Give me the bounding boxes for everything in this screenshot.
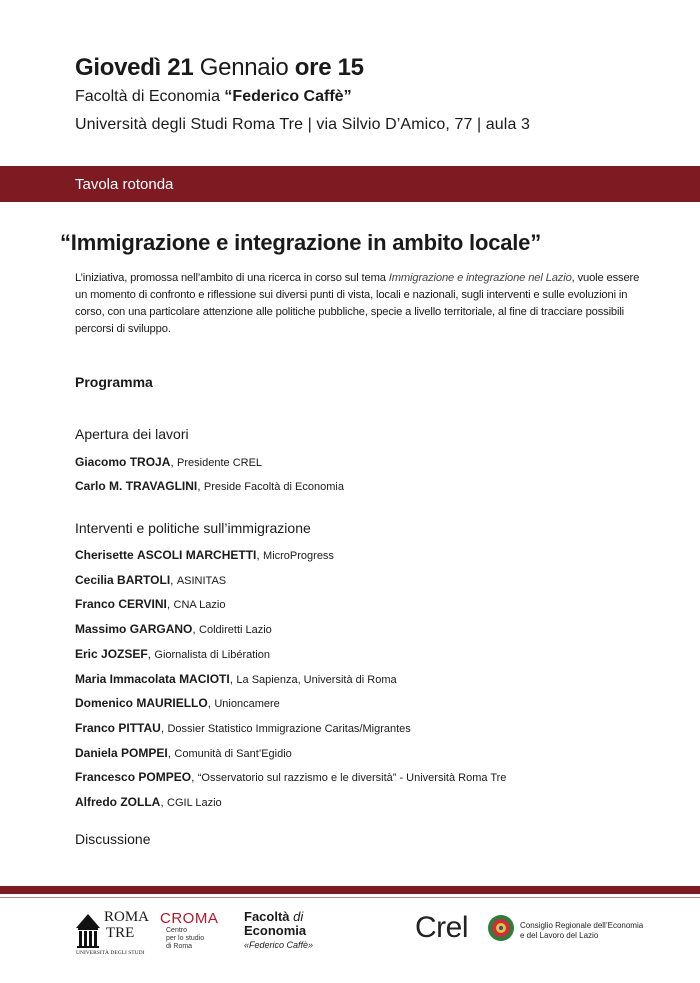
event-day-number: 21 xyxy=(167,54,194,81)
speaker-row: Franco CERVINI, CNA Lazio xyxy=(75,597,226,612)
event-date xyxy=(75,54,364,82)
facolta-line3: «Federico Caffè» xyxy=(244,940,314,950)
speaker-last: GARGANO xyxy=(129,622,193,637)
croma-sub xyxy=(166,927,230,951)
speaker-last: POMPEI xyxy=(121,745,168,760)
speaker-role: Unioncamere xyxy=(214,698,280,711)
speaker-role: CGIL Lazio xyxy=(167,797,222,809)
speaker-first: Franco xyxy=(75,597,116,612)
footer-rule-thin xyxy=(0,897,700,898)
intro-part2: , vuole essere un momento di confronto e riflessione sui diversi punti di vista, locali e nazionali, sugli interventi e sulle evoluzioni in corso, con una particolare attenzione alle politiche pubbliche, specie a livello territoriale, al fine di tracciare possibili percorsi di sviluppo. xyxy=(75,272,640,335)
speaker-row: Carlo M. TRAVAGLINI, Preside Facoltà di Economia xyxy=(75,479,344,493)
speaker-row: Giacomo TROJA, Presidente CREL xyxy=(75,455,263,469)
speaker-last: CERVINI xyxy=(118,597,167,612)
faculty-name: “Federico Caffè” xyxy=(224,88,352,105)
speaker-last: ZOLLA xyxy=(120,795,161,809)
croma-name: CROMA xyxy=(160,910,219,927)
speaker-first: Cherisette xyxy=(75,548,134,562)
croma-sub2: per lo studio xyxy=(166,935,205,942)
speaker-role: Comunità di Sant’Egidio xyxy=(174,747,292,760)
university-address: Università degli Studi Roma Tre | via Silvio D’Amico, 77 | aula 3 xyxy=(75,116,530,133)
speaker-last: PITTAU xyxy=(118,720,161,735)
event-time: ore 15 xyxy=(294,54,364,81)
roma-tre-line1: ROMA xyxy=(104,909,150,925)
speaker-role: “Osservatorio sul razzismo e le diversità” - Università Roma Tre xyxy=(197,772,507,785)
crel-sub1: Consiglio Regionale dell’Economia xyxy=(520,921,644,930)
speaker-role: MicroProgress xyxy=(263,550,334,562)
croma-logo xyxy=(160,910,230,951)
speaker-row: Daniela POMPEI, Comunità di Sant’Egidio xyxy=(75,745,292,760)
speaker-first: Alfredo xyxy=(75,795,117,809)
speaker-first: Domenico xyxy=(75,696,134,711)
intro-italic: Immigrazione e integrazione nel Lazio xyxy=(388,272,572,284)
crel-subtitle xyxy=(520,921,643,941)
speaker-role: Presidente CREL xyxy=(177,457,263,469)
facolta-logo xyxy=(244,910,334,952)
speaker-last: JOZSEF xyxy=(101,646,148,661)
roma-tre-line2: TRE xyxy=(106,925,135,941)
speaker-first: Daniela xyxy=(75,745,118,760)
facolta-line1-italic: di xyxy=(293,909,304,924)
speaker-role: La Sapienza, Università di Roma xyxy=(236,673,397,686)
speaker-first: Francesco xyxy=(75,770,136,785)
roma-tre-logo xyxy=(74,910,154,960)
facolta-line2: Economia xyxy=(244,923,307,938)
speaker-last: ASCOLI MARCHETTI xyxy=(137,548,257,562)
speaker-first: Maria Immacolata xyxy=(75,671,176,686)
speaker-last: TRAVAGLINI xyxy=(125,479,198,493)
section-title-interventi: Interventi e politiche sull’immigrazione xyxy=(75,520,311,536)
intro-part1: L’iniziativa, promossa nell’ambito di una ricerca in corso sul tema xyxy=(75,272,389,284)
event-title: “Immigrazione e integrazione in ambito locale” xyxy=(60,230,542,255)
speaker-last: MAURIELLO xyxy=(136,696,208,711)
crel-emblem-icon xyxy=(487,914,515,942)
faculty-prefix: Facoltà di Economia xyxy=(75,88,220,105)
section-title-opening: Apertura dei lavori xyxy=(75,426,189,442)
crel-logo-word: Crel xyxy=(415,911,469,944)
speaker-first: Franco xyxy=(75,720,116,735)
speaker-first: Eric xyxy=(75,646,98,661)
speaker-row: Cherisette ASCOLI MARCHETTI, MicroProgress xyxy=(75,548,334,562)
speaker-first: Giacomo xyxy=(75,455,127,469)
crel-sub2: e del Lavoro del Lazio xyxy=(520,931,599,940)
speaker-row: Massimo GARGANO, Coldiretti Lazio xyxy=(75,622,272,637)
speaker-row: Maria Immacolata MACIOTI, La Sapienza, Università di Roma xyxy=(75,671,397,686)
speaker-first: Cecilia xyxy=(75,572,114,587)
speaker-role: CNA Lazio xyxy=(173,599,226,612)
faculty-line xyxy=(75,88,352,106)
croma-sub1: Centro xyxy=(166,927,188,934)
speaker-role: ASINITAS xyxy=(176,574,227,587)
intro-paragraph xyxy=(75,270,650,338)
closing-item: Discussione xyxy=(75,831,151,847)
speaker-last: BARTOLI xyxy=(117,572,171,587)
programma-heading: Programma xyxy=(75,374,153,390)
speaker-row: Franco PITTAU, Dossier Statistico Immigrazione Caritas/Migrantes xyxy=(75,720,411,735)
roma-tre-line3: UNIVERSITÀ DEGLI STUDI xyxy=(76,950,145,956)
speaker-role: Preside Facoltà di Economia xyxy=(203,481,344,493)
band-label: Tavola rotonda xyxy=(75,176,174,193)
event-day: Giovedì xyxy=(75,54,161,81)
speaker-first: Massimo xyxy=(75,622,127,637)
speaker-role: Coldiretti Lazio xyxy=(199,624,272,637)
speaker-first: Carlo M. xyxy=(75,479,123,493)
event-month: Gennaio xyxy=(199,54,289,81)
speaker-row: Francesco POMPEO, “Osservatorio sul razzismo e le diversità” - Università Roma Tre xyxy=(75,770,507,785)
speaker-row: Domenico MAURIELLO, Unioncamere xyxy=(75,696,280,711)
facolta-line1: Facoltà xyxy=(244,909,290,924)
speaker-last: POMPEO xyxy=(138,770,192,785)
footer-rule xyxy=(0,886,700,894)
speaker-row: Eric JOZSEF, Giornalista di Libération xyxy=(75,646,270,661)
speaker-row: Alfredo ZOLLA, CGIL Lazio xyxy=(75,795,222,809)
speaker-last: MACIOTI xyxy=(179,671,230,686)
speaker-role: Dossier Statistico Immigrazione Caritas/Migrantes xyxy=(167,722,411,735)
croma-sub3: di Roma xyxy=(166,943,193,950)
speaker-row: Cecilia BARTOLI, ASINITAS xyxy=(75,572,227,587)
speaker-last: TROJA xyxy=(129,455,171,469)
speaker-role: Giornalista di Libération xyxy=(154,648,270,661)
